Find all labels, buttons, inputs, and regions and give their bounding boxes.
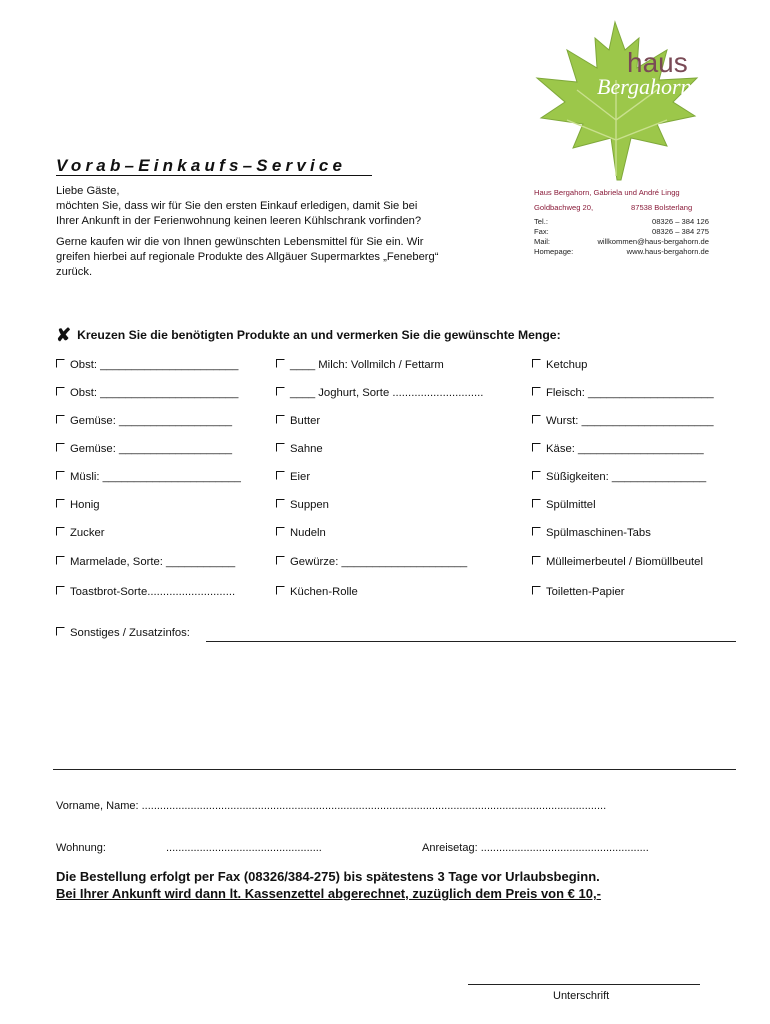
arrival-date-field[interactable]: Anreisetag: ....................................................... [422,842,649,854]
contact-value: 08326 – 384 126 [651,217,709,226]
item-label: Toiletten-Papier [546,586,625,598]
checklist-item[interactable] [56,586,235,598]
checkbox-icon[interactable] [532,443,541,452]
logo-word-bergahorn: Bergahorn [597,74,692,99]
checkbox-icon[interactable] [532,527,541,536]
apartment-field[interactable]: ................................................... [166,842,322,854]
checkbox-icon[interactable] [276,527,285,536]
fax-order-note: Die Bestellung erfolgt per Fax (08326/384-275) bis spätestens 3 Tage vor Urlaubsbeginn. [56,869,600,884]
checklist-item[interactable] [276,443,323,455]
item-label: Obst: ______________________ [70,359,239,371]
checkbox-icon[interactable] [532,471,541,480]
checklist-item[interactable] [56,387,238,399]
item-label: Marmelade, Sorte: ___________ [70,556,236,568]
checklist-item[interactable] [56,415,232,427]
item-label: Nudeln [290,527,326,539]
checklist-item[interactable] [276,527,326,539]
intro-line: Ihrer Ankunft in der Ferienwohnung keinen leeren Kühlschrank vorfinden? [56,215,422,227]
checkbox-icon[interactable] [532,499,541,508]
intro-line: möchten Sie, dass wir für Sie den ersten Einkauf erledigen, damit Sie bei [56,200,418,212]
item-other[interactable] [56,627,190,639]
contact-name: Haus Bergahorn, Gabriela und André Lingg [534,188,680,197]
item-label: Obst: ______________________ [70,387,239,399]
item-label: Fleisch: ____________________ [546,387,714,399]
checklist-item[interactable] [56,499,100,511]
intro-paragraph-1 [56,184,421,229]
checklist-item[interactable] [532,499,596,511]
checkbox-icon[interactable] [276,471,285,480]
checkbox-icon[interactable] [276,556,285,565]
logo-word-haus: haus [627,47,688,78]
item-label: Gewürze: ____________________ [290,556,468,568]
item-label: Sonstiges / Zusatzinfos: [70,627,190,639]
page-title: Vorab–Einkaufs–Service [56,156,347,175]
item-label: Wurst: _____________________ [546,415,714,427]
contact-value: 08326 – 384 275 [651,227,709,236]
checkbox-icon[interactable] [532,415,541,424]
checklist-item[interactable] [56,471,241,483]
checkbox-icon[interactable] [56,627,65,636]
name-field[interactable]: Vorname, Name: ........................................................................................................................................................ [56,800,607,812]
contact-label: Tel.: [534,217,548,226]
contact-city: 87538 Bolsterlang [631,203,693,212]
checklist-item[interactable] [532,359,587,371]
checklist-item[interactable] [532,415,714,427]
checkbox-icon[interactable] [276,415,285,424]
item-label: Suppen [290,499,329,511]
checkbox-icon[interactable] [532,586,541,595]
checkbox-icon[interactable] [532,387,541,396]
item-label: Gemüse: __________________ [70,415,233,427]
item-label: Butter [290,415,321,427]
checkbox-icon[interactable] [56,387,65,396]
section-divider [53,769,736,770]
item-label: ____ Milch: Vollmilch / Fettarm [290,359,444,371]
maple-leaf-icon [537,22,697,180]
checkbox-icon[interactable] [56,443,65,452]
apartment-label: Wohnung: [56,842,106,854]
item-label: Mülleimerbeutel / Biomüllbeutel [546,556,703,568]
checklist-item[interactable] [56,443,232,455]
checkbox-icon[interactable] [56,415,65,424]
signature-label: Unterschrift [553,990,610,1002]
title-underline [56,175,372,176]
intro-line: Liebe Gäste, [56,185,120,197]
checklist-item[interactable] [532,443,704,455]
cross-mark-icon: ✘ [56,325,72,345]
checklist-item[interactable] [276,499,329,511]
item-label: Spülmaschinen-Tabs [546,527,651,539]
item-label: Käse: ____________________ [546,443,704,455]
intro-paragraph-2 [56,235,438,280]
item-label: Ketchup [546,359,588,371]
checkbox-icon[interactable] [276,586,285,595]
checkbox-icon[interactable] [276,443,285,452]
item-label: Küchen-Rolle [290,586,358,598]
other-info-line [206,641,736,642]
maple-leaf-logo [527,20,707,186]
contact-email-link[interactable]: willkommen@haus-bergahorn.de [597,237,709,246]
checklist-item[interactable] [56,556,235,568]
checkbox-icon[interactable] [56,556,65,565]
contact-street: Goldbachweg 20, [534,203,594,212]
checklist-item[interactable] [276,471,310,483]
checkbox-icon[interactable] [56,359,65,368]
checklist-item[interactable] [276,586,358,598]
checkbox-icon[interactable] [56,527,65,536]
item-label: Süßigkeiten: _______________ [546,471,707,483]
checklist-item[interactable] [276,359,444,371]
item-label: Müsli: ______________________ [70,471,241,483]
checkbox-icon[interactable] [276,359,285,368]
checklist-item[interactable] [56,359,238,371]
checklist-item[interactable] [276,415,320,427]
checkbox-icon[interactable] [532,359,541,368]
contact-label: Mail: [534,237,551,246]
item-label: Zucker [70,527,105,539]
contact-homepage-link[interactable]: www.haus-bergahorn.de [626,247,709,256]
contact-label: Homepage: [534,247,574,256]
intro-line: zurück. [56,266,93,278]
item-label: ____ Joghurt, Sorte ............................. [290,387,484,399]
item-label: Sahne [290,443,323,455]
item-label: Honig [70,499,100,511]
intro-line: Gerne kaufen wir die von Ihnen gewünschten Lebensmittel für Sie ein. Wir [56,236,424,248]
instruction-text [56,325,561,346]
checkbox-icon[interactable] [532,556,541,565]
item-label: Gemüse: __________________ [70,443,233,455]
checklist-item[interactable] [532,586,625,598]
checklist-item[interactable] [56,527,105,539]
checklist-item[interactable] [532,527,651,539]
item-label: Toastbrot-Sorte............................ [70,586,236,598]
checklist-item[interactable] [532,471,706,483]
contact-label: Fax: [534,227,549,236]
checkbox-icon[interactable] [276,499,285,508]
signature-line[interactable] [468,984,700,985]
intro-line: greifen hierbei auf regionale Produkte des Allgäuer Supermarktes „Feneberg“ [56,251,439,263]
checkbox-icon[interactable] [56,499,65,508]
checkbox-icon[interactable] [56,471,65,480]
checklist-item[interactable] [276,387,483,399]
checklist-item[interactable] [532,387,714,399]
billing-note: Bei Ihrer Ankunft wird dann lt. Kassenzettel abgerechnet, zuzüglich dem Preis von € 10,- [56,886,601,901]
checkbox-icon[interactable] [56,586,65,595]
item-label: Spülmittel [546,499,596,511]
checklist-item[interactable] [532,556,703,568]
instruction-label: Kreuzen Sie die benötigten Produkte an und vermerken Sie die gewünschte Menge: [77,328,561,342]
checkbox-icon[interactable] [276,387,285,396]
checklist-item[interactable] [276,556,467,568]
item-label: Eier [290,471,311,483]
